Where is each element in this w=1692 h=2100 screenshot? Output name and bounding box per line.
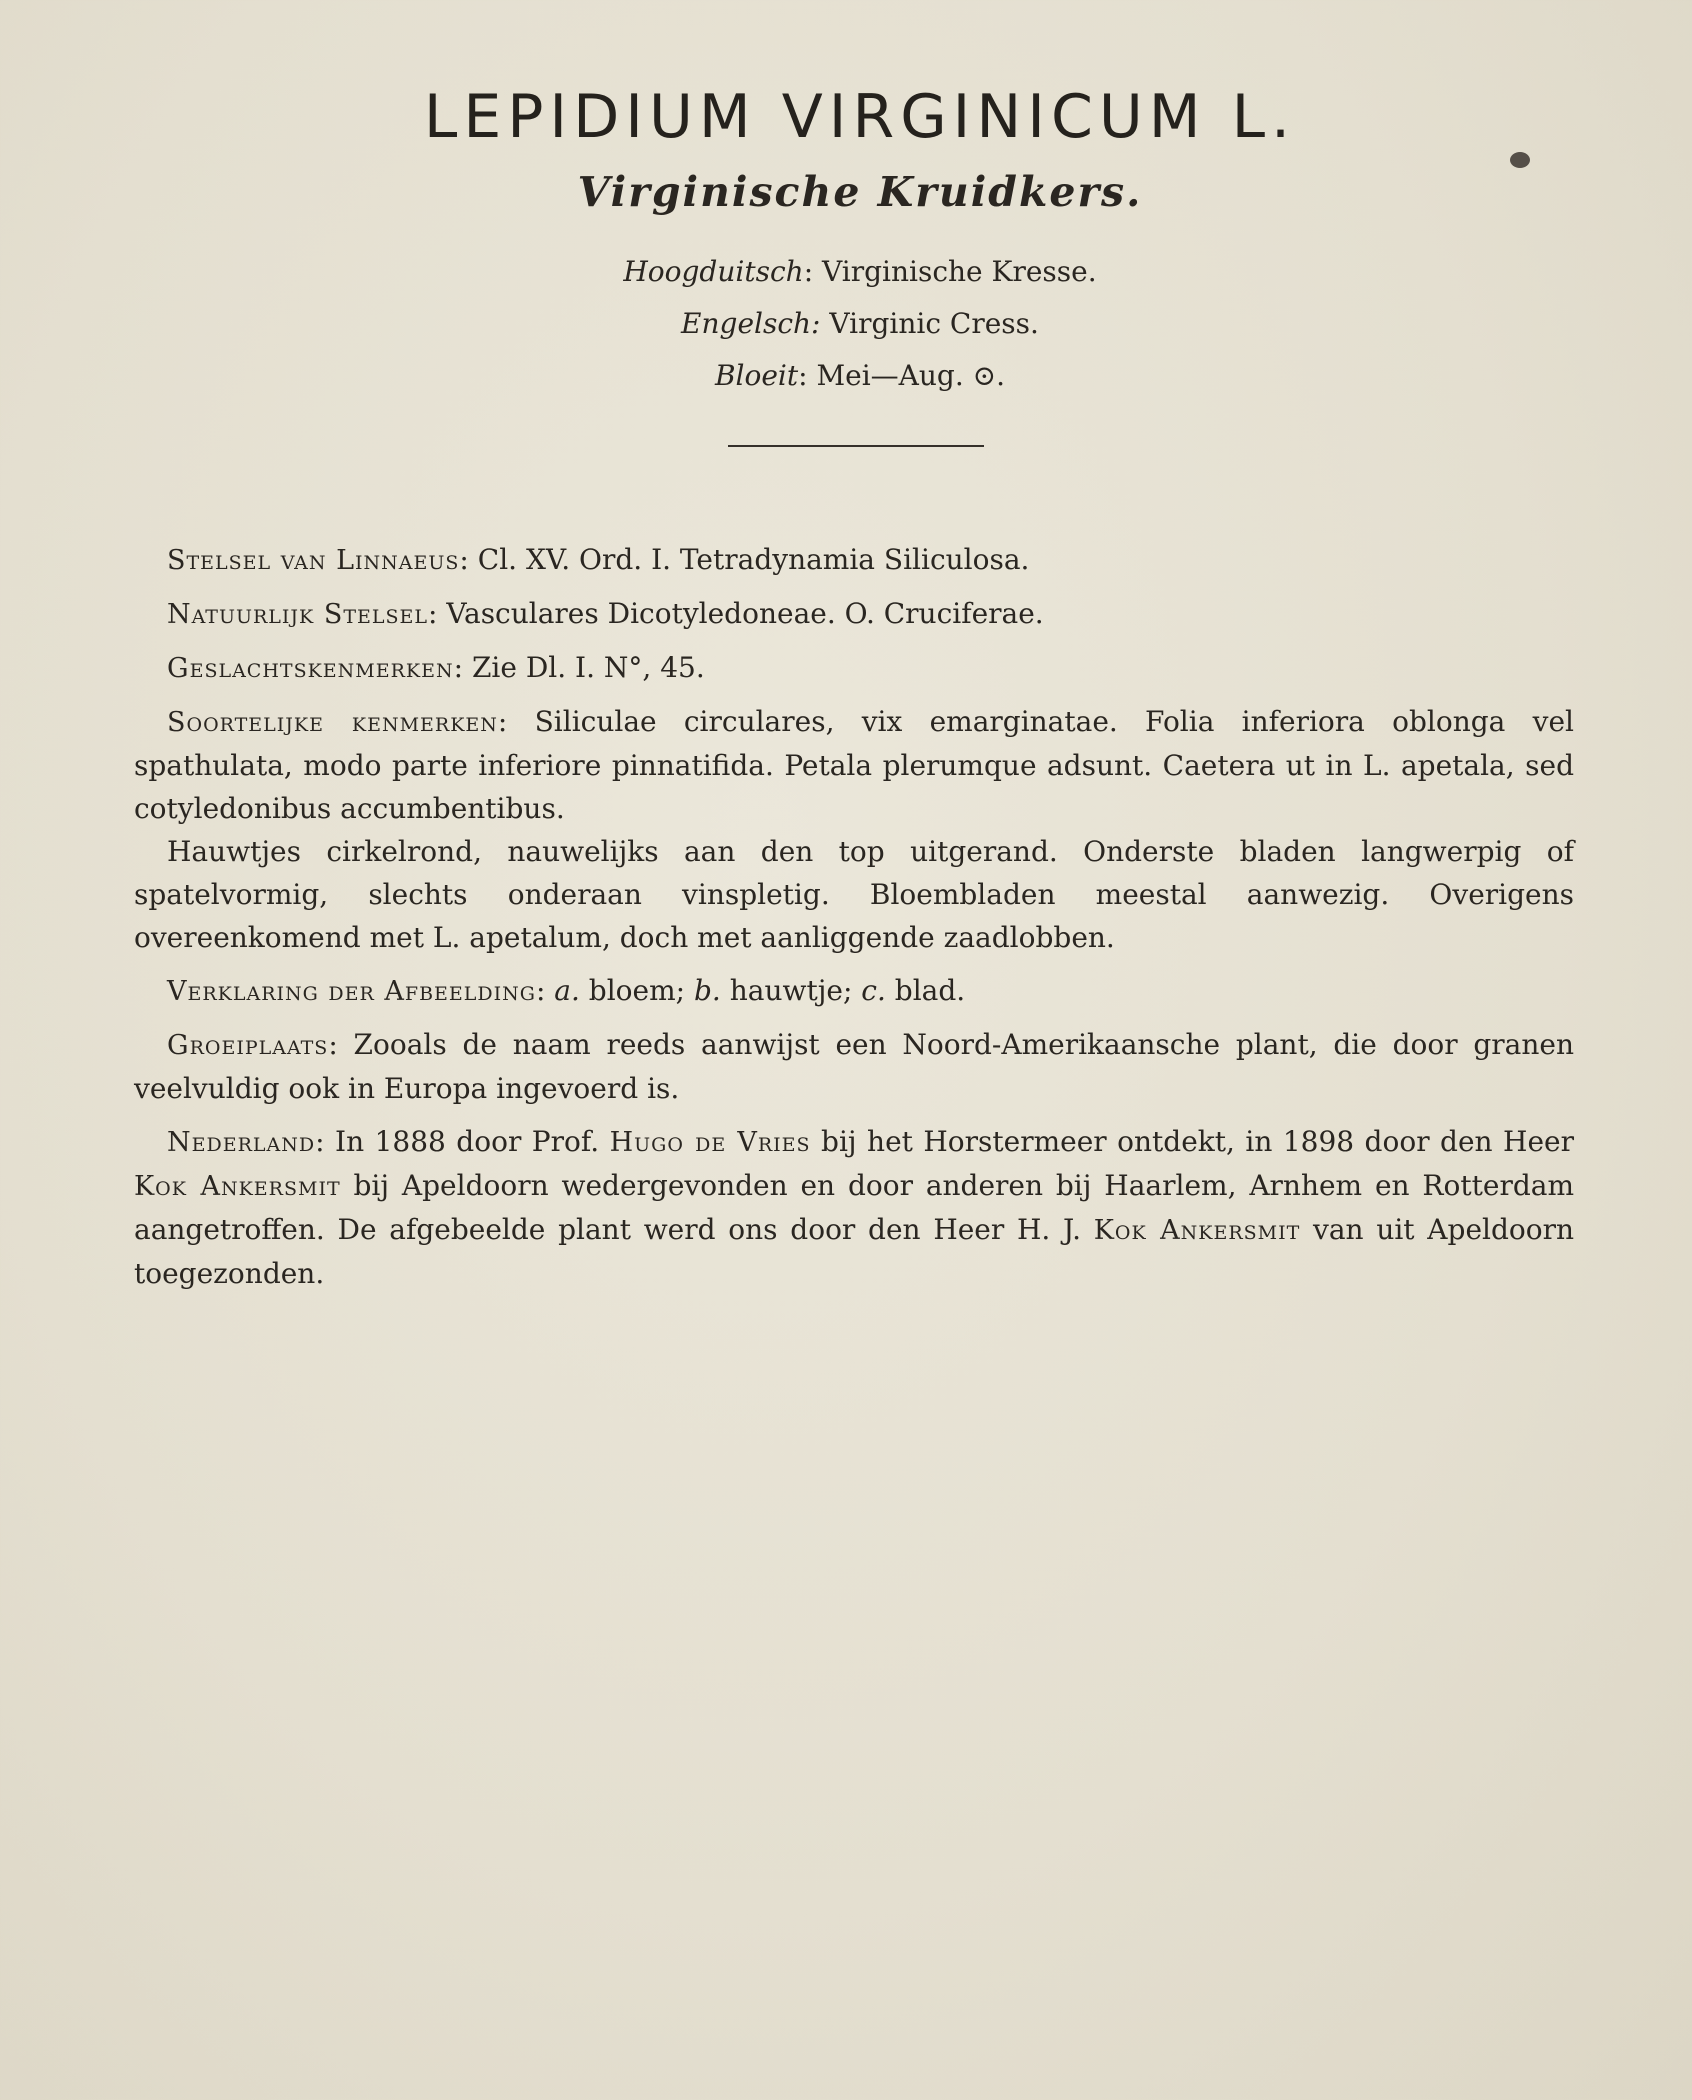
figure-key-b: b. — [693, 974, 721, 1007]
netherlands-label: Nederland — [167, 1127, 316, 1158]
dutch-description-paragraph: Hauwtjes cirkelrond, nauwelijks aan den top uitgerand. Onderste bladen langwerpig of spatelvormig, slechts onderaan vinspletig. Bloembladen meestal aanwezig. Overigens overeenkomend met L. apetalum, doch met aanliggende zaadlobben. — [134, 835, 1574, 954]
figure-key-c: c. — [861, 974, 886, 1007]
description-body — [134, 538, 1574, 1305]
linnaeus-paragraph: Stelsel van Linnaeus: Cl. XV. Ord. I. Tetradynamia Siliculosa. — [167, 543, 1030, 576]
bloom-line: Bloeit: Mei—Aug. ⊙. — [714, 359, 1006, 392]
genus-label: Geslachtskenmerken — [167, 653, 454, 684]
habitat-text: Zooals de naam reeds aanwijst een Noord-Amerikaansche plant, die door granen veelvuldig ook in Europa ingevoerd is. — [134, 1028, 1574, 1105]
german-value: Virginische Kresse. — [822, 255, 1097, 288]
english-value: Virginic Cress. — [829, 307, 1039, 340]
page-title: LEPIDIUM VIRGINICUM L. — [423, 82, 1297, 152]
german-name-line: Hoogduitsch: Virginische Kresse. — [623, 255, 1097, 288]
natural-system-text: Vasculares Dicotyledoneae. O. Cruciferae. — [446, 597, 1044, 630]
english-label: Engelsch: — [681, 307, 821, 340]
person-name-kok-ankersmit-2: Kok Ankersmit — [1093, 1215, 1301, 1246]
common-names — [0, 246, 1692, 402]
netherlands-text-2: bij het Horstermeer ontdekt, in 1898 door den Heer — [821, 1125, 1574, 1158]
habitat-label: Groeiplaats — [167, 1030, 329, 1061]
genus-text: Zie Dl. I. N°, 45. — [471, 651, 705, 684]
page-subtitle: Virginische Kruidkers. — [577, 168, 1143, 216]
genus-paragraph: Geslachtskenmerken: Zie Dl. I. N°, 45. — [167, 651, 705, 684]
person-name-de-vries: Hugo de Vries — [609, 1127, 811, 1158]
figure-key-a: a. — [554, 974, 580, 1007]
netherlands-paragraph: Nederland: In 1888 door Prof. Hugo de Vries bij het Horstermeer ontdekt, in 1898 door den Heer Kok Ankersmit bij Apeldoorn wedergevonden en door anderen bij Haarlem, Arnhem en Rotterdam aangetroffen. De afgebeelde plant werd ons door den Heer H. J. Kok Ankersmit van uit Apeldoorn toegezonden. — [134, 1125, 1575, 1290]
netherlands-text-3: bij Apeldoorn wedergevonden en door anderen bij Haarlem, Arnhem en Rotterdam aangetroffen. De afgebeelde plant werd ons door den Heer H. J. — [134, 1169, 1574, 1246]
figure-text-b: hauwtje; — [729, 974, 853, 1007]
german-label: Hoogduitsch — [623, 255, 804, 288]
ink-spot — [1510, 152, 1530, 168]
species-paragraph: Soortelijke kenmerken: Siliculae circulares, vix emarginatae. Folia inferiora oblonga vel spathulata, modo parte inferiore pinnatifida. Petala plerumque adsunt. Caetera ut in L. apetala, sed cotyledonibus accumbentibus. — [134, 705, 1574, 825]
figure-paragraph: Verklaring der Afbeelding: a. bloem; b. hauwtje; c. blad. — [167, 974, 966, 1007]
bloom-label: Bloeit — [714, 359, 799, 392]
natural-system-paragraph: Natuurlijk Stelsel: Vasculares Dicotyledoneae. O. Cruciferae. — [167, 597, 1044, 630]
species-text: Siliculae circulares, vix emarginatae. Folia inferiora oblonga vel spathulata, modo parte inferiore pinnatifida. Petala plerumque adsunt. Caetera ut in L. apetala, sed cotyledonibus accumbentibus. — [134, 705, 1574, 825]
netherlands-text-1: In 1888 door Prof. — [335, 1125, 600, 1158]
person-name-kok-ankersmit: Kok Ankersmit — [134, 1171, 341, 1202]
figure-text-a: bloem; — [588, 974, 686, 1007]
habitat-paragraph: Groeiplaats: Zooals de naam reeds aanwijst een Noord-Amerikaansche plant, die door granen veelvuldig ook in Europa ingevoerd is. — [134, 1028, 1574, 1105]
species-label: Soortelijke kenmerken — [167, 707, 498, 738]
bloom-value: Mei—Aug. ⊙. — [816, 359, 1006, 392]
linnaeus-text: Cl. XV. Ord. I. Tetradynamia Siliculosa. — [477, 543, 1030, 576]
figure-text-c: blad. — [894, 974, 966, 1007]
figure-label: Verklaring der Afbeelding — [167, 976, 536, 1007]
natural-system-label: Natuurlijk Stelsel — [167, 599, 428, 630]
english-name-line — [0, 298, 1692, 350]
linnaeus-label: Stelsel van Linnaeus — [167, 545, 460, 576]
divider-rule — [728, 445, 984, 447]
netherlands-text-4: van uit Apeldoorn toegezonden. — [134, 1213, 1575, 1290]
